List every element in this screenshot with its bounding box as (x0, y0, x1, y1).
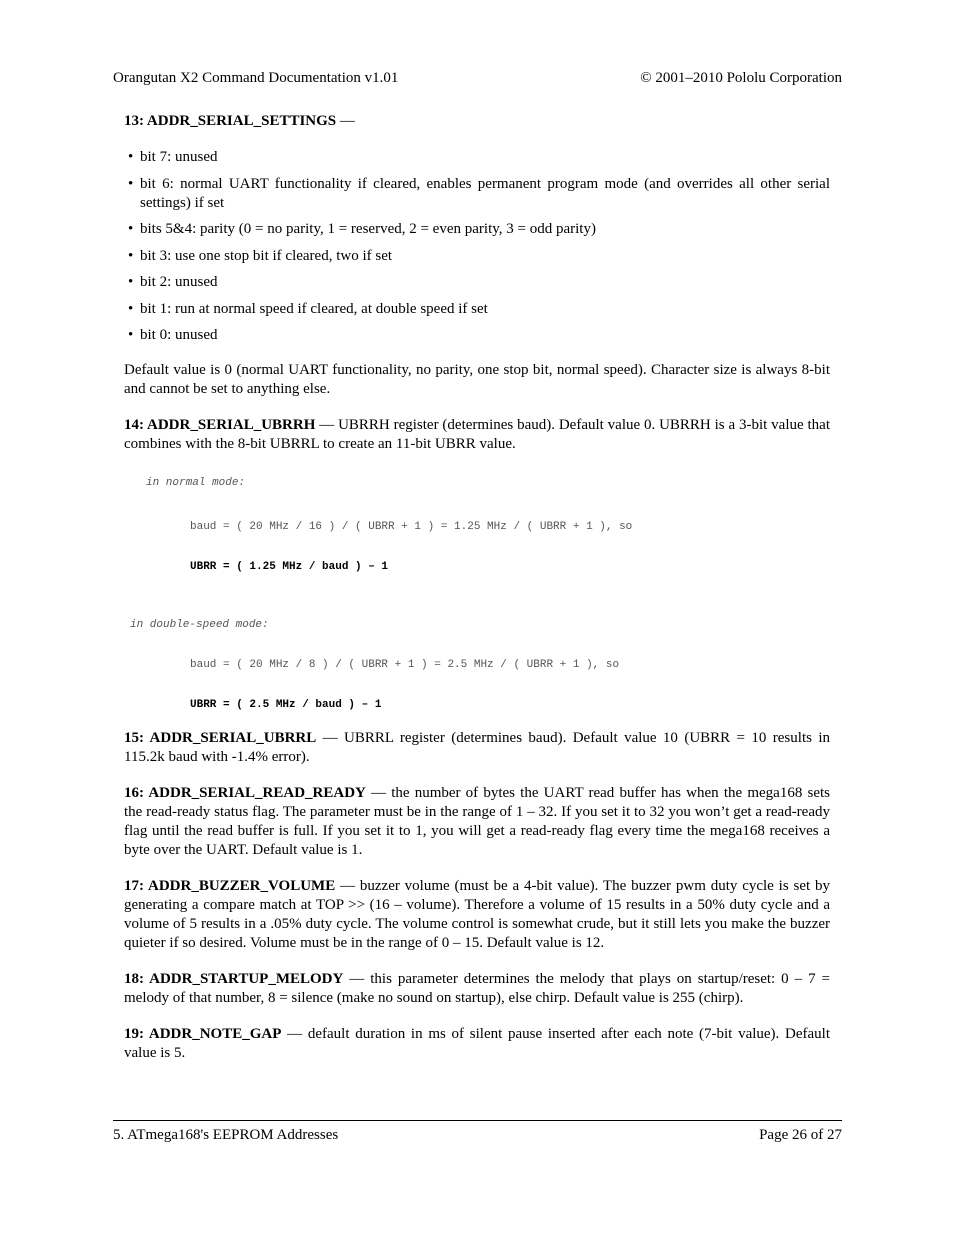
normal-mode-baud-equation: baud = ( 20 MHz / 16 ) / ( UBRR + 1 ) = 1.25 MHz / ( UBRR + 1 ), so (190, 521, 633, 533)
list-item: • bit 3: use one stop bit if cleared, two if set (128, 247, 393, 264)
bullet-icon: • (128, 300, 134, 317)
list-item: • bit 1: run at normal speed if cleared, at double speed if set (128, 300, 488, 317)
section-19-paragraph (124, 1025, 830, 1063)
section-13-dash: — (336, 113, 355, 129)
double-speed-mode-label: in double-speed mode: (130, 619, 269, 631)
double-speed-ubrr-equation: UBRR = ( 2.5 MHz / baud ) – 1 (190, 699, 382, 711)
section-13-default-text: Default value is 0 (normal UART functionality, no parity, one stop bit, normal speed). Character size is always 8-bit and cannot be set to anything else. (124, 362, 830, 397)
footer-chapter: 5. ATmega168's EEPROM Addresses (113, 1127, 339, 1143)
section-17-paragraph (124, 877, 830, 953)
page-footer (113, 1127, 842, 1144)
header-doc-title: Orangutan X2 Command Documentation v1.01 (113, 70, 399, 86)
bullet-icon: • (128, 221, 134, 237)
list-item: • bit 7: unused (128, 149, 218, 165)
section-18-title: 18: ADDR_STARTUP_MELODY (124, 971, 344, 987)
section-13-bit-list (124, 148, 830, 345)
section-14-title: 14: ADDR_SERIAL_UBRRH (124, 417, 316, 433)
section-18-paragraph (124, 970, 830, 1008)
section-18-text: — this parameter determines the melody that plays on startup/reset: 0 – 7 = melody of that number, 8 = silence (make no sound on startup), else chirp. Default value is 255 (chirp). (124, 971, 830, 1006)
bullet-icon: • (128, 327, 134, 343)
bullet-icon: • (128, 274, 134, 290)
section-19-text: — default duration in ms of silent pause inserted after each note (7-bit value). Default value is 5. (124, 1026, 830, 1061)
page-header (113, 70, 842, 87)
bullet-icon: • (128, 247, 134, 264)
section-14-text: — UBRRH register (determines baud). Default value 0. UBRRH is a 3-bit value that combines with the 8-bit UBRRL to create an 11-bit UBRR value. (124, 417, 830, 452)
list-item: • bit 2: unused (128, 274, 218, 290)
bullet-icon: • (128, 149, 134, 165)
section-19-title: 19: ADDR_NOTE_GAP (124, 1026, 282, 1042)
double-speed-baud-equation: baud = ( 20 MHz / 8 ) / ( UBRR + 1 ) = 2.5 MHz / ( UBRR + 1 ), so (190, 659, 620, 671)
section-16-paragraph (124, 784, 830, 860)
footer-divider (113, 1120, 842, 1121)
section-16-title: 16: ADDR_SERIAL_READ_READY (124, 785, 366, 801)
bullet-icon: • (128, 175, 134, 192)
header-copyright: © 2001–2010 Pololu Corporation (640, 70, 842, 86)
list-item: • bits 5&4: parity (0 = no parity, 1 = reserved, 2 = even parity, 3 = odd parity) (128, 221, 596, 237)
list-item: • bit 0: unused (128, 327, 218, 343)
section-17-text: — buzzer volume (must be a 4-bit value). The buzzer pwm duty cycle is set by generating a compare match at TOP >> (16 – volume). Therefore a volume of 15 results in a 50% duty cycle and a volume of 5 results in a .05% duty cycle. The volume control is somewhat crude, but it still lets you make the buzzer quieter if so desired. Volume must be in the range of 0 – 15. Default value is 12. (124, 878, 830, 951)
section-15-title: 15: ADDR_SERIAL_UBRRL (124, 730, 317, 746)
section-15-text: — UBRRL register (determines baud). Default value 10 (UBRR = 10 results in 115.2k baud with -1.4% error). (124, 730, 831, 765)
section-13-title: 13: ADDR_SERIAL_SETTINGS (124, 113, 337, 129)
section-14-paragraph (124, 416, 830, 454)
normal-mode-label: in normal mode: (146, 477, 246, 489)
section-17-title: 17: ADDR_BUZZER_VOLUME (124, 878, 336, 894)
footer-page-number: Page 26 of 27 (759, 1127, 842, 1143)
section-16-text: — the number of bytes the UART read buffer has when the mega168 sets the read-ready status flag. The parameter must be in the range of 1 – 32. If you set it to 32 you won’t get a read-ready flag until the read buffer is full. If you set it to 1, you will get a read-ready flag every time the mega168 receives a byte over the UART. Default value is 1. (124, 785, 830, 858)
section-13-heading (124, 112, 830, 131)
normal-mode-ubrr-equation: UBRR = ( 1.25 MHz / baud ) – 1 (190, 561, 389, 573)
list-item: • bit 6: normal UART functionality if cleared, enables permanent program mode (and overrides all other serial settings) if set (128, 175, 830, 211)
document-body (124, 112, 830, 1080)
section-15-paragraph (124, 729, 830, 767)
